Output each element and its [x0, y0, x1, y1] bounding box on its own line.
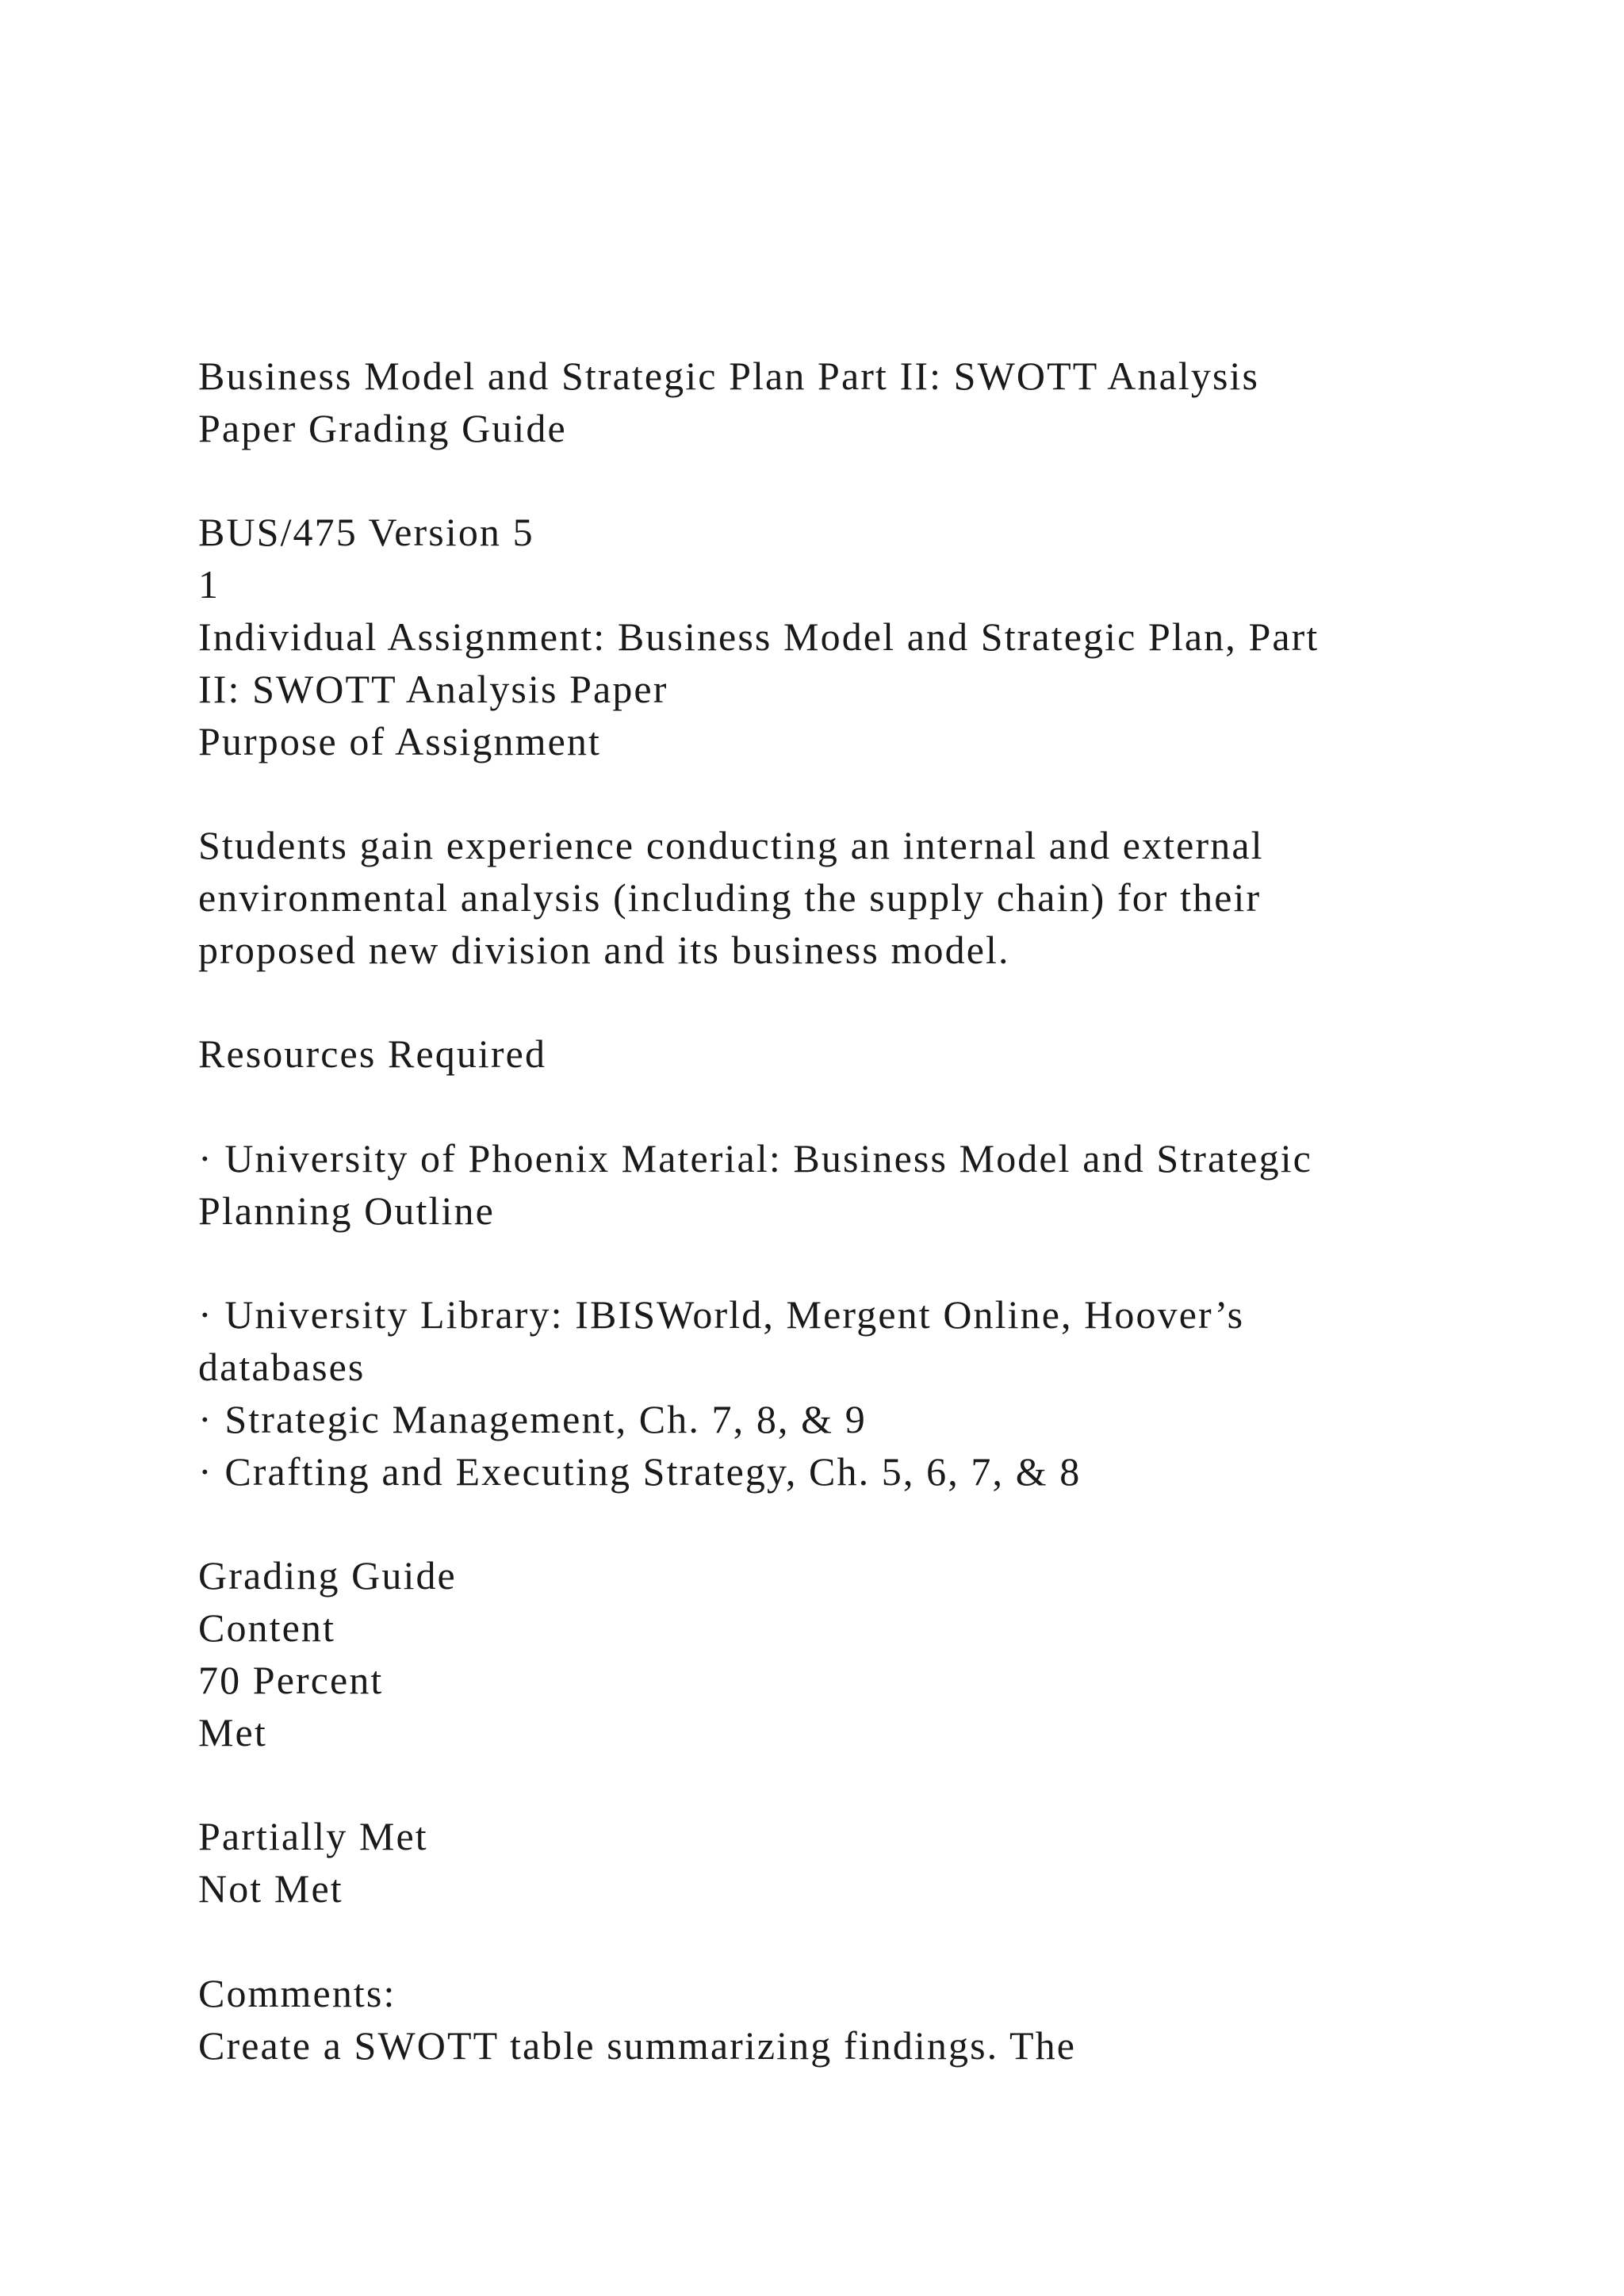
- resource-item-2-line-1: · University Library: IBISWorld, Mergent Online, Hoover’s: [198, 1292, 1245, 1337]
- resource-item-4: · Crafting and Executing Strategy, Ch. 5, 6, 7, & 8: [198, 1448, 1082, 1494]
- resource-item-1-line-1: · University of Phoenix Material: Business Model and Strategic: [198, 1135, 1312, 1181]
- met-label: Met: [198, 1709, 267, 1755]
- page-number: 1: [198, 562, 220, 607]
- course-version: BUS/475 Version 5: [198, 510, 534, 555]
- purpose-text-line-2: environmental analysis (including the supply chain) for their: [198, 874, 1262, 920]
- not-met-label: Not Met: [198, 1866, 343, 1911]
- spacer: [198, 977, 1546, 1029]
- resources-heading: Resources Required: [198, 1031, 547, 1077]
- spacer: [198, 1081, 1546, 1133]
- grading-heading: Grading Guide: [198, 1553, 457, 1598]
- resource-item-3: · Strategic Management, Ch. 7, 8, & 9: [198, 1396, 867, 1441]
- purpose-heading: Purpose of Assignment: [198, 718, 601, 763]
- resource-item-1-line-2: Planning Outline: [198, 1188, 495, 1233]
- title-line-1: Business Model and Strategic Plan Part II: SWOTT Analysis: [198, 354, 1260, 398]
- spacer: [198, 1915, 1546, 1968]
- spacer: [198, 767, 1546, 820]
- assignment-line-1: Individual Assignment: Business Model and Strategic Plan, Part: [198, 614, 1320, 659]
- content-percent: 70 Percent: [198, 1657, 384, 1702]
- comments-label: Comments:: [198, 1970, 396, 2015]
- content-label: Content: [198, 1605, 336, 1651]
- purpose-text-line-1: Students gain experience conducting an internal and external: [198, 823, 1264, 868]
- purpose-text-line-3: proposed new division and its business model.: [198, 927, 1010, 972]
- final-text-line: Create a SWOTT table summarizing findings. The: [198, 2022, 1076, 2068]
- spacer: [198, 1498, 1546, 1551]
- spacer: [198, 1759, 1546, 1812]
- spacer: [198, 455, 1546, 507]
- spacer: [198, 1238, 1546, 1290]
- title-line-2: Paper Grading Guide: [198, 405, 567, 450]
- resource-item-2-line-2: databases: [198, 1345, 366, 1390]
- assignment-line-2: II: SWOTT Analysis Paper: [198, 666, 668, 711]
- document-body: [198, 350, 1546, 2072]
- partially-met-label: Partially Met: [198, 1814, 428, 1859]
